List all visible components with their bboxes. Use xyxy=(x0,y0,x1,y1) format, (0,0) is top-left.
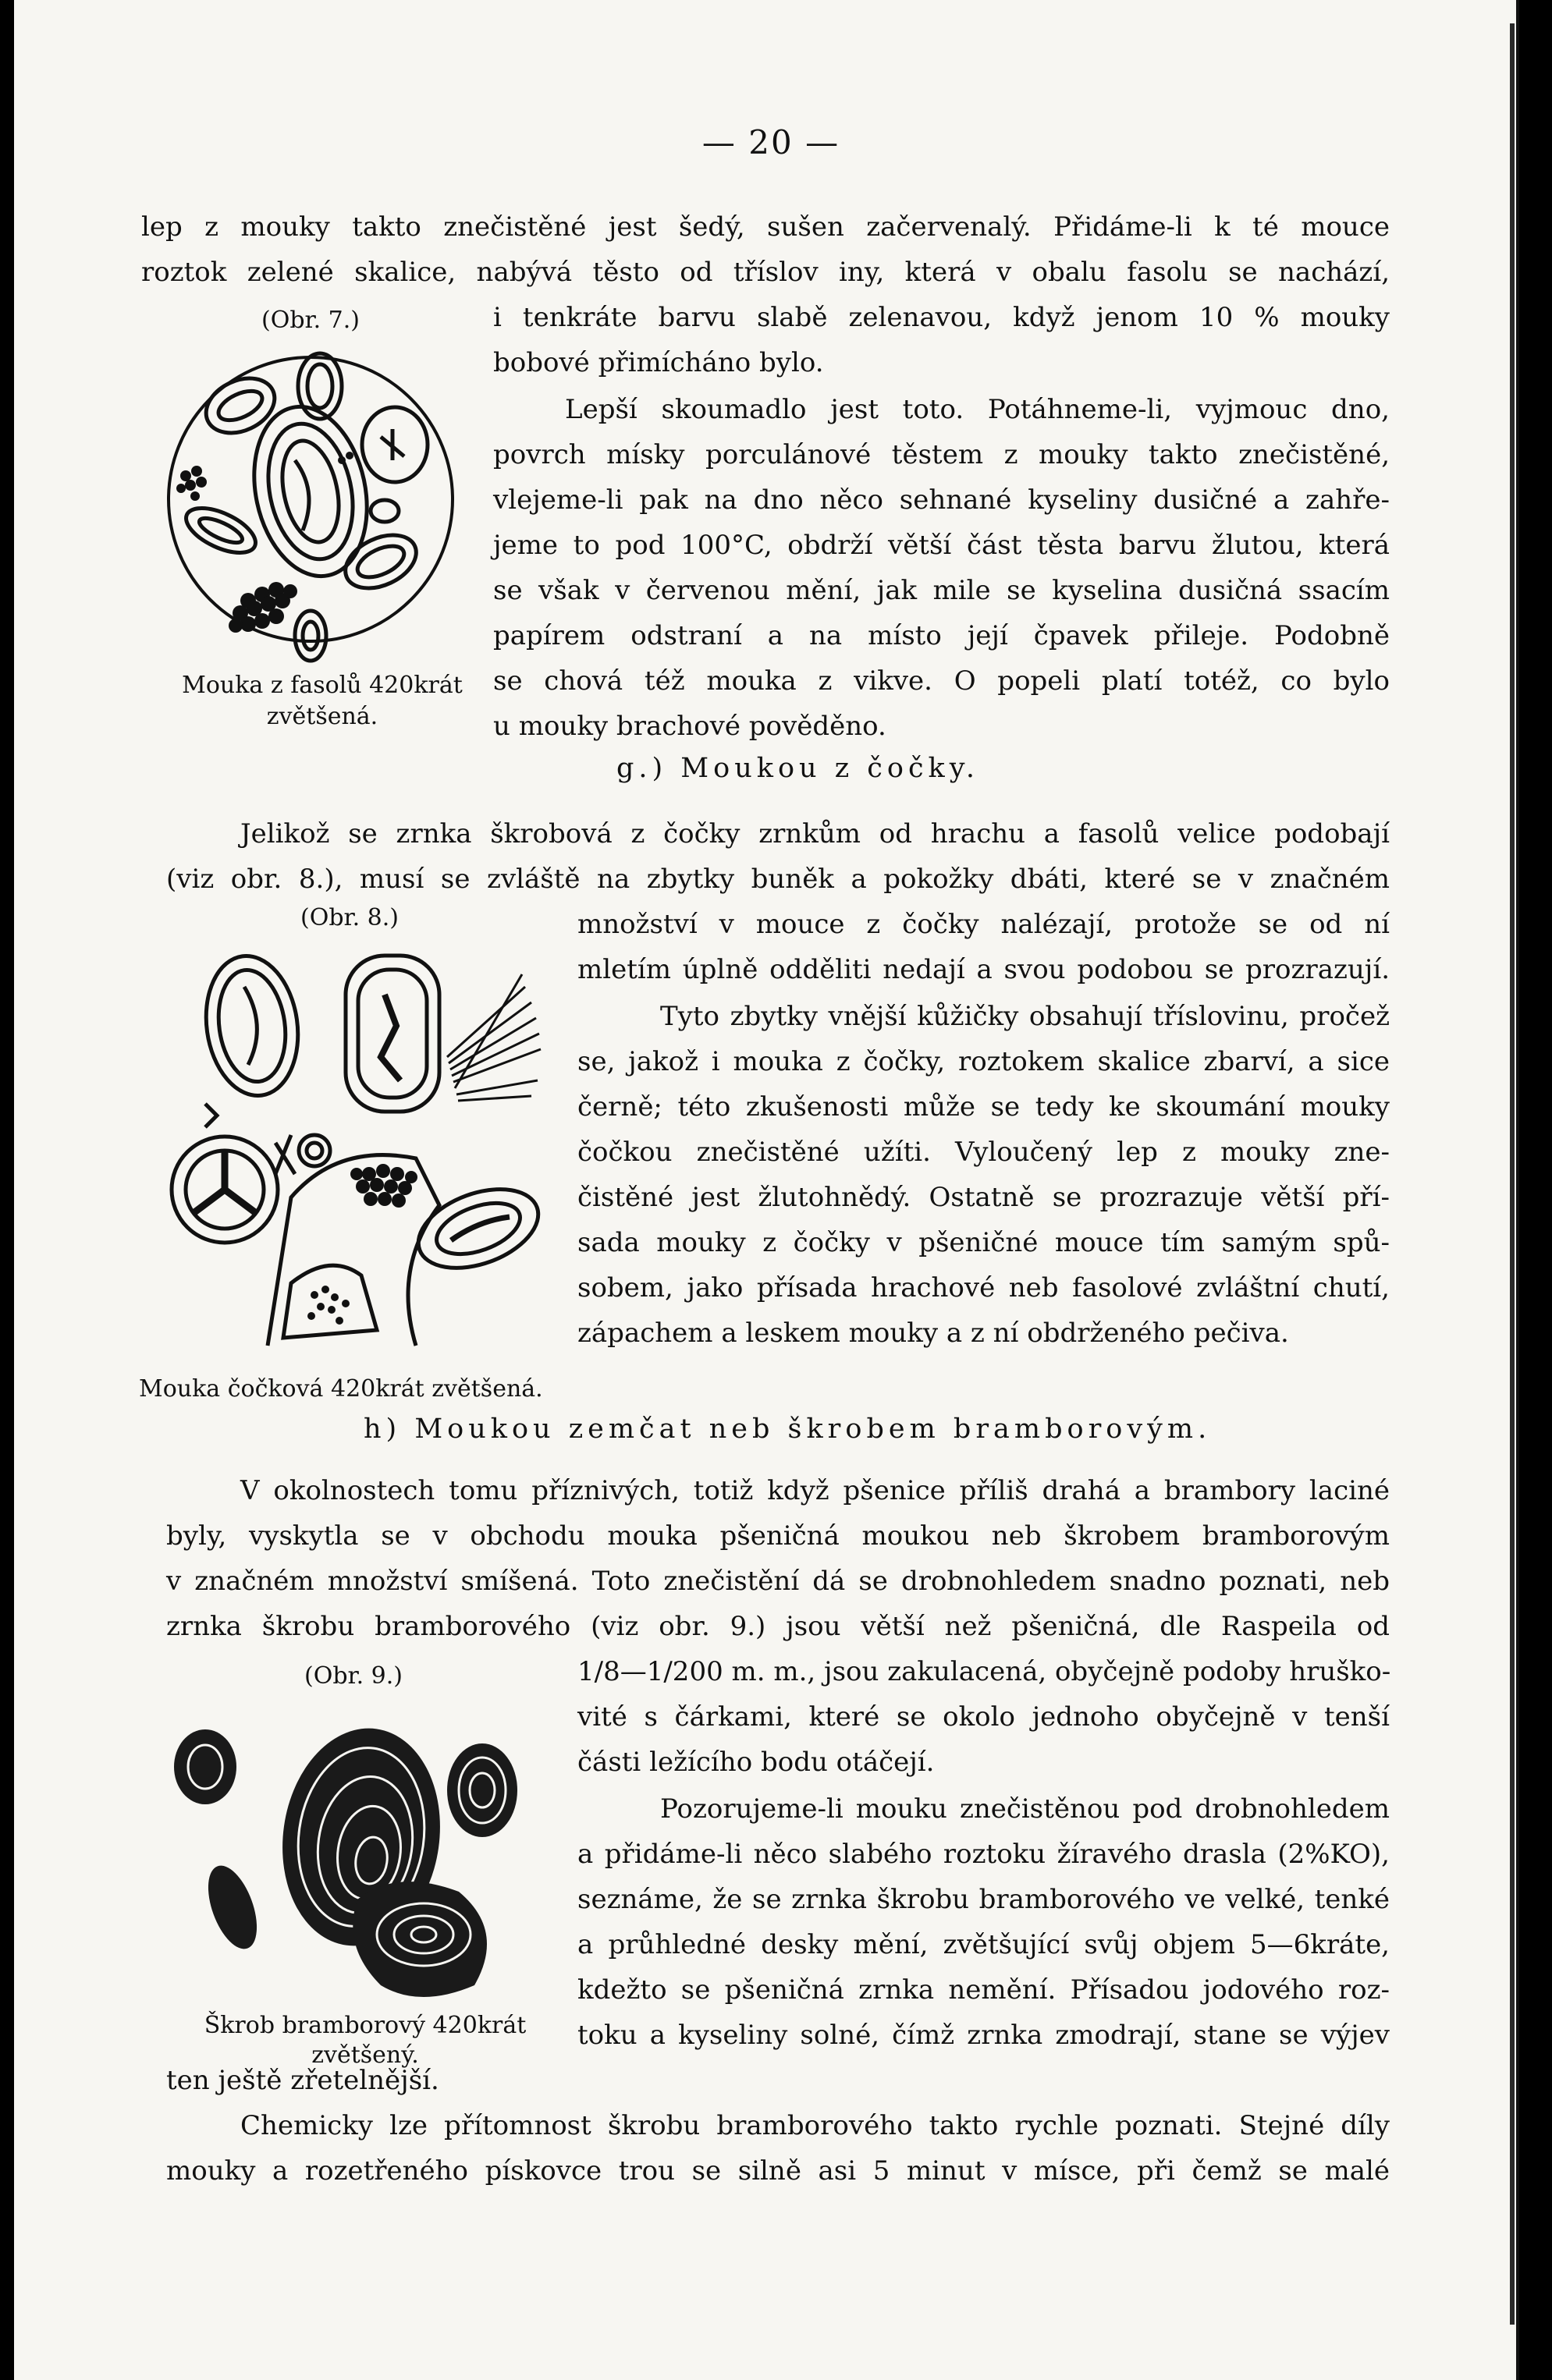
text-line: ten ještě zřetelnější. xyxy=(166,2065,439,2096)
figure-caption: zvětšená. xyxy=(266,703,378,730)
text-line: části ležícího bodu otáčejí. xyxy=(577,1747,935,1778)
text-line: papírem odstraní a na místo její čpavek přileje. Podobně xyxy=(493,620,1390,651)
section-heading: h) Moukou zemčat neb škrobem bramborovým. xyxy=(364,1413,1212,1445)
text-line: Jelikož se zrnka škrobová z čočky zrnkům od hrachu a fasolů velice podobají xyxy=(240,818,1390,849)
text-line: Tyto zbytky vnější kůžičky obsahují tříslovinu, pročež xyxy=(660,1001,1390,1032)
text-line: Lepší skoumadlo jest toto. Potáhneme-li, vyjmouc dno, xyxy=(565,394,1390,425)
text-line: se, jakož i mouka z čočky, roztokem skalice zbarví, a sice xyxy=(577,1046,1390,1077)
text-line: zrnka škrobu bramborového (viz obr. 9.) jsou větší než pšeničná, dle Raspeila od xyxy=(166,1611,1390,1642)
text-line: a přidáme-li něco slabého roztoku žíravého drasla (2%KO), xyxy=(577,1839,1390,1870)
text-line: mouky a rozetřeného pískovce trou se silně asi 5 minut v mísce, při čemž se malé xyxy=(166,2155,1390,2187)
text-line: a průhledné desky mění, zvětšující svůj objem 5—6kráte, xyxy=(577,1929,1390,1960)
figure-label: (Obr. 9.) xyxy=(304,1662,403,1690)
section-heading: g.) Moukou z čočky. xyxy=(616,753,980,784)
text-line: toku a kyseliny solné, čímž zrnka zmodrají, stane se výjev xyxy=(577,2020,1390,2051)
text-line: zápachem a leskem mouky a z ní obdrženého pečiva. xyxy=(577,1318,1289,1349)
text-line: sobem, jako přísada hrachové neb fasolové zvláštní chutí, xyxy=(577,1272,1390,1304)
text-line: 1/8—1/200 m. m., jsou zakulacená, obyčejně podoby hruško- xyxy=(577,1656,1391,1687)
text-line: lep z mouky takto znečistěné jest šedý, sušen začervenalý. Přidáme-li k té mouce xyxy=(141,211,1390,243)
bean-starch-drawing xyxy=(154,343,482,671)
text-line: seznáme, že se zrnka škrobu bramborového ve velké, tenké xyxy=(577,1884,1390,1915)
text-line: v značném množství smíšená. Toto znečistění dá se drobnohledem snadno poznati, neb xyxy=(166,1566,1390,1597)
text-line: Pozorujeme-li mouku znečistěnou pod drobnohledem xyxy=(660,1793,1390,1825)
figure-caption: Mouka z fasolů 420krát xyxy=(182,672,463,699)
figure-label: (Obr. 8.) xyxy=(300,904,399,931)
text-line: se však v červenou mění, jak mile se kyselina dusičná ssacím xyxy=(493,575,1390,606)
text-line: V okolnostech tomu příznivých, totiž když pšenice příliš drahá a brambory laciné xyxy=(240,1475,1390,1506)
text-line: Chemicky lze přítomnost škrobu bramborového takto rychle poznati. Stejné díly xyxy=(240,2110,1390,2141)
figure-7-bean-flour xyxy=(154,343,482,671)
text-line: (viz obr. 8.), musí se zvláště na zbytky buněk a pokožky dbáti, které se v značném xyxy=(166,864,1390,895)
text-line: kdežto se pšeničná zrnka nemění. Přísadou jodového roz- xyxy=(577,1974,1390,2006)
text-line: množství v mouce z čočky nalézají, protože se od ní xyxy=(577,909,1390,940)
text-line: vité s čárkami, které se okolo jednoho obyčejně v tenší xyxy=(577,1701,1390,1733)
text-line: čočkou znečistěné užíti. Vyloučený lep z mouky zne- xyxy=(577,1137,1390,1168)
text-line: se chová též mouka z vikve. O popeli platí totéž, co bylo xyxy=(493,665,1390,697)
lentil-starch-drawing xyxy=(158,940,549,1365)
text-line: u mouky brachové pověděno. xyxy=(493,711,886,742)
potato-starch-drawing xyxy=(162,1697,568,2009)
figure-caption: Škrob bramborový 420krát xyxy=(204,2012,527,2039)
text-line: roztok zelené skalice, nabývá těsto od tříslov iny, která v obalu fasolu se nachází, xyxy=(141,257,1390,288)
figure-label: (Obr. 7.) xyxy=(261,307,360,334)
page-number: — 20 — xyxy=(701,123,840,161)
text-line: čistěné jest žlutohnědý. Ostatně se prozrazuje větší pří- xyxy=(577,1182,1390,1213)
text-line: bobové přimícháno bylo. xyxy=(493,347,824,378)
text-line: povrch mísky porculánové těstem z mouky takto znečistěné, xyxy=(493,439,1390,470)
figure-8-lentil-flour xyxy=(158,940,549,1365)
text-line: černě; této zkušenosti může se tedy ke skoumání mouky xyxy=(577,1091,1390,1123)
document-page xyxy=(14,0,1519,2380)
text-line: sada mouky z čočky v pšeničné mouce tím samým spů- xyxy=(577,1227,1390,1258)
text-line: mletím úplně odděliti nedají a svou podobou se prozrazují. xyxy=(577,954,1390,985)
binding-edge xyxy=(1510,23,1515,2325)
figure-caption: Mouka čočková 420krát zvětšená. xyxy=(139,1375,543,1403)
figure-caption: zvětšený. xyxy=(311,2041,419,2069)
text-line: jeme to pod 100°C, obdrží větší část těsta barvu žlutou, která xyxy=(493,530,1390,561)
figure-9-potato-starch xyxy=(162,1697,568,2009)
text-line: byly, vyskytla se v obchodu mouka pšeničná moukou neb škrobem bramborovým xyxy=(166,1520,1390,1552)
text-line: vlejeme-li pak na dno něco sehnané kyseliny dusičné a zahře- xyxy=(493,484,1390,516)
text-line: i tenkráte barvu slabě zelenavou, když jenom 10 % mouky xyxy=(493,302,1390,333)
